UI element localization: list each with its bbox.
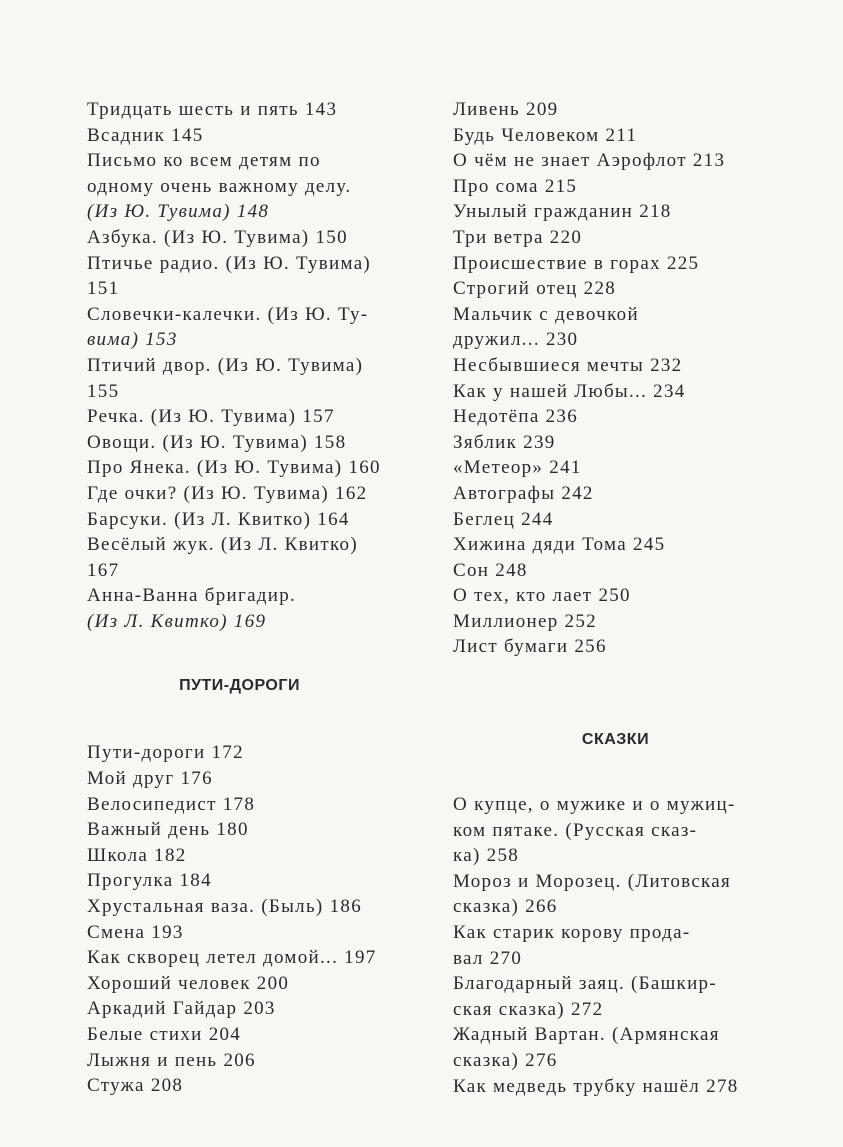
toc-entry-text: 155 xyxy=(87,380,120,402)
toc-list-left-bottom xyxy=(87,740,407,1098)
toc-line: О тех, кто лает 250 xyxy=(453,585,631,607)
right-column xyxy=(453,97,768,1099)
toc-line xyxy=(87,123,407,149)
toc-line: Важный день 180 xyxy=(87,819,249,841)
toc-line xyxy=(87,251,407,277)
toc-line: Три ветра 220 xyxy=(453,226,583,248)
toc-entry-text: Весёлый жук. (Из Л. Квитко) xyxy=(87,534,358,556)
toc-entry-text: Птичий двор. (Из Ю. Тувима) xyxy=(87,354,364,376)
toc-line-italic xyxy=(87,327,407,353)
toc-line xyxy=(87,532,407,558)
toc-line: Хижина дяди Тома 245 xyxy=(453,534,666,556)
toc-line: сказка) 276 xyxy=(453,1050,558,1071)
toc-line: О чём не знает Аэрофлот 213 xyxy=(453,150,726,172)
toc-entry-text: Анна-Ванна бригадир. xyxy=(87,585,297,607)
toc-entry-text: Птичье радио. (Из Ю. Тувима) xyxy=(87,252,372,274)
toc-list-right-bottom xyxy=(453,792,768,1099)
toc-line: Лист бумаги 256 xyxy=(453,636,607,658)
toc-entry-text: Письмо ко всем детям по xyxy=(87,150,321,172)
toc-line xyxy=(87,430,407,456)
toc-entry-text: Словечки-калечки. (Из Ю. Ту- xyxy=(87,303,369,325)
toc-line: сказка) 266 xyxy=(453,896,558,918)
toc-line: Про сома 215 xyxy=(453,175,578,197)
toc-entry-text: вима) 153 xyxy=(87,329,178,351)
toc-line: Сон 248 xyxy=(453,559,528,581)
toc-line xyxy=(87,558,407,584)
toc-line: «Метеор» 241 xyxy=(453,457,582,479)
toc-line: Прогулка 184 xyxy=(87,870,212,892)
toc-line xyxy=(87,379,407,405)
toc-line: О купце, о мужике и о мужиц- xyxy=(453,794,736,816)
toc-line xyxy=(87,276,407,302)
toc-entry-text: Азбука. (Из Ю. Тувима) 150 xyxy=(87,226,348,248)
toc-line: Хрустальная ваза. (Быль) 186 xyxy=(87,896,362,918)
toc-entry-text: Овощи. (Из Ю. Тувима) 158 xyxy=(87,431,347,453)
toc-entry-text: одному очень важному делу. xyxy=(87,175,352,197)
left-column xyxy=(87,97,407,1099)
toc-list-right-top xyxy=(453,97,768,660)
toc-line: дружил... 230 xyxy=(453,329,579,351)
toc-line: ка) 258 xyxy=(453,845,520,867)
toc-entry-text: (Из Ю. Тувима) 148 xyxy=(87,201,270,223)
toc-entry-text: (Из Л. Квитко) 169 xyxy=(87,610,267,632)
toc-entry-text: 167 xyxy=(87,559,120,581)
toc-line: Как у нашей Любы... 234 xyxy=(453,380,686,402)
toc-line: Автографы 242 xyxy=(453,482,594,504)
toc-line xyxy=(87,353,407,379)
toc-line: Белые стихи 204 xyxy=(87,1024,242,1045)
toc-line: ком пятаке. (Русская сказ- xyxy=(453,819,698,841)
section-heading-puti-dorogi: ПУТИ-ДОРОГИ xyxy=(179,677,300,695)
toc-line: Происшествие в горах 225 xyxy=(453,252,700,274)
toc-line: Мороз и Морозец. (Литовская xyxy=(453,870,732,892)
toc-line xyxy=(87,507,407,533)
toc-line: Жадный Вартан. (Армянская xyxy=(453,1024,720,1046)
toc-line: Беглец 244 xyxy=(453,508,554,530)
toc-line: Как скворец летел домой... 197 xyxy=(87,947,377,969)
toc-line xyxy=(87,455,407,481)
toc-line: Ливень 209 xyxy=(453,99,559,120)
toc-line: Как старик корову прода- xyxy=(453,922,691,944)
toc-line: ская сказка) 272 xyxy=(453,998,604,1020)
toc-entry-text: Тридцать шесть и пять 143 xyxy=(87,99,338,120)
toc-line xyxy=(87,148,407,174)
toc-line: Пути-дороги 172 xyxy=(87,742,244,764)
toc-line xyxy=(87,174,407,200)
toc-line: Велосипедист 178 xyxy=(87,793,256,815)
toc-entry-text: 151 xyxy=(87,278,120,300)
toc-entry-text: Про Янека. (Из Ю. Тувима) 160 xyxy=(87,457,381,479)
toc-line xyxy=(87,583,407,609)
toc-line xyxy=(87,225,407,251)
toc-entry-text: Речка. (Из Ю. Тувима) 157 xyxy=(87,406,335,428)
toc-line-italic xyxy=(87,609,407,635)
toc-line: Благодарный заяц. (Башкир- xyxy=(453,973,717,995)
toc-list-left-top xyxy=(87,97,407,634)
toc-line: Стужа 208 xyxy=(87,1075,184,1097)
toc-line: Унылый гражданин 218 xyxy=(453,201,672,223)
toc-line: Мой друг 176 xyxy=(87,768,213,790)
toc-line-italic xyxy=(87,199,407,225)
toc-line: Лыжня и пень 206 xyxy=(87,1049,256,1071)
toc-line: Строгий отец 228 xyxy=(453,278,617,300)
toc-line: вал 270 xyxy=(453,947,523,969)
toc-line: Аркадий Гайдар 203 xyxy=(87,998,276,1020)
toc-line xyxy=(87,404,407,430)
toc-line: Мальчик с девочкой xyxy=(453,303,639,325)
toc-line: Миллионер 252 xyxy=(453,610,597,632)
toc-line: Хороший человек 200 xyxy=(87,972,290,994)
toc-line: Несбывшиеся мечты 232 xyxy=(453,354,683,376)
toc-line xyxy=(87,97,407,123)
toc-line xyxy=(87,481,407,507)
toc-line: Зяблик 239 xyxy=(453,431,556,453)
toc-entry-text: Где очки? (Из Ю. Тувима) 162 xyxy=(87,482,368,504)
toc-line: Школа 182 xyxy=(87,844,187,866)
section-heading-skazki: СКАЗКИ xyxy=(581,731,650,749)
toc-entry-text: Всадник 145 xyxy=(87,124,204,146)
toc-line: Как медведь трубку нашёл 278 xyxy=(453,1075,739,1097)
toc-line xyxy=(87,302,407,328)
toc-line: Недотёпа 236 xyxy=(453,406,579,428)
toc-line: Будь Человеком 211 xyxy=(453,124,638,146)
toc-line: Смена 193 xyxy=(87,921,184,943)
toc-entry-text: Барсуки. (Из Л. Квитко) 164 xyxy=(87,508,350,530)
